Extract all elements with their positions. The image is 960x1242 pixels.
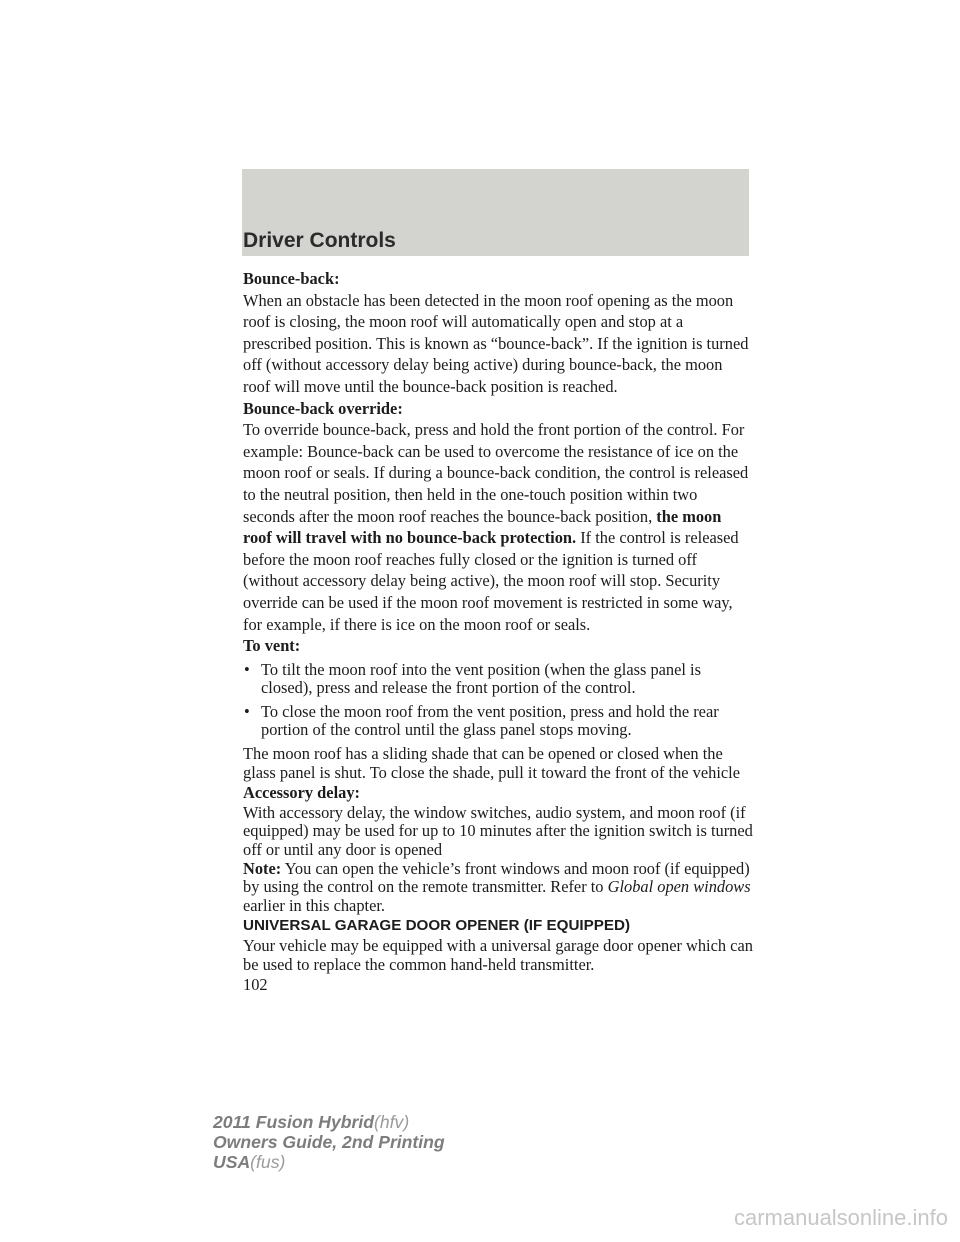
note-text: You can open the vehicle’s front windows and moon roof (if equipped) by using the control on the remote transmitter. Refer to <box>243 858 750 897</box>
footer-model: 2011 Fusion Hybrid <box>213 1112 374 1132</box>
footer-model-code: (hfv) <box>374 1112 410 1132</box>
note-paragraph <box>243 860 753 916</box>
garage-door-opener-body: Your vehicle may be equipped with a universal garage door opener which can be used to replace the common hand-held transmitter. <box>243 936 753 974</box>
watermark: carmanualsonline.info <box>733 1205 948 1230</box>
override-text-part1: To override bounce-back, press and hold the front portion of the control. For example: Bounce-back can be used to overcome the resistance of ice on the moon roof or seals. If during a bounce-back condition, the control is released to the neutral position, then held in the one-touch position within two seconds after the moon roof reaches the bounce-back position, <box>243 420 749 526</box>
list-item-text: To close the moon roof from the vent position, press and hold the rear portion of the control until the glass panel stops moving. <box>261 701 719 740</box>
footer-market-code: (fus) <box>250 1152 286 1172</box>
list-item <box>243 703 753 740</box>
list-item-text: To tilt the moon roof into the vent position (when the glass panel is closed), press and release the front portion of the control. <box>261 659 701 698</box>
footer-line-2: Owners Guide, 2nd Printing <box>213 1132 445 1152</box>
override-text-bold: the moon roof will travel with no bounce-back protection. <box>243 506 722 548</box>
document-footer <box>213 1112 445 1172</box>
footer-market: USA <box>213 1152 251 1172</box>
footer-line-1 <box>213 1112 445 1132</box>
list-item <box>243 661 753 698</box>
section-title: Driver Controls <box>243 229 396 252</box>
bounce-back-heading: Bounce-back: <box>243 269 340 288</box>
page-number: 102 <box>243 975 268 995</box>
note-label: Note: <box>243 858 282 878</box>
bounce-back-override-body <box>243 419 753 635</box>
garage-door-opener-heading: UNIVERSAL GARAGE DOOR OPENER (IF EQUIPPED) <box>243 917 631 935</box>
note-text-after: earlier in this chapter. <box>243 895 385 915</box>
footer-line-3 <box>213 1152 445 1172</box>
accessory-delay-body: With accessory delay, the window switches, audio system, and moon roof (if equipped) may be used for up to 10 minutes after the ignition switch is turned off or until any door is opened <box>243 802 753 860</box>
bullet-icon: • <box>244 701 250 721</box>
to-vent-heading: To vent: <box>243 636 301 656</box>
override-text-part2: If the control is released before the moon roof reaches fully closed or the ignition is turned off (without accessory delay being active), the moon roof will stop. Security override can be used if the moon roof movement is restricted in some way, for example, if there is ice on the moon roof or seals. <box>243 528 739 634</box>
to-vent-list <box>243 661 753 740</box>
accessory-delay-heading: Accessory delay: <box>243 783 360 803</box>
cross-reference-link: Global open windows <box>607 877 751 897</box>
bounce-back-override-heading: Bounce-back override: <box>243 398 403 418</box>
shade-paragraph: The moon roof has a sliding shade that can be opened or closed when the glass panel is shut. To close the shade, pull it toward the front of the vehicle <box>243 744 740 782</box>
page-content <box>243 268 753 996</box>
bullet-icon: • <box>244 659 250 679</box>
bounce-back-body: When an obstacle has been detected in the moon roof opening as the moon roof is closing, the moon roof will automatically open and stop at a prescribed position. This is known as “bounce-back”. If the ignition is turned off (without accessory delay being active) during bounce-back, the moon roof will move until the bounce-back position is reached. <box>243 290 749 396</box>
